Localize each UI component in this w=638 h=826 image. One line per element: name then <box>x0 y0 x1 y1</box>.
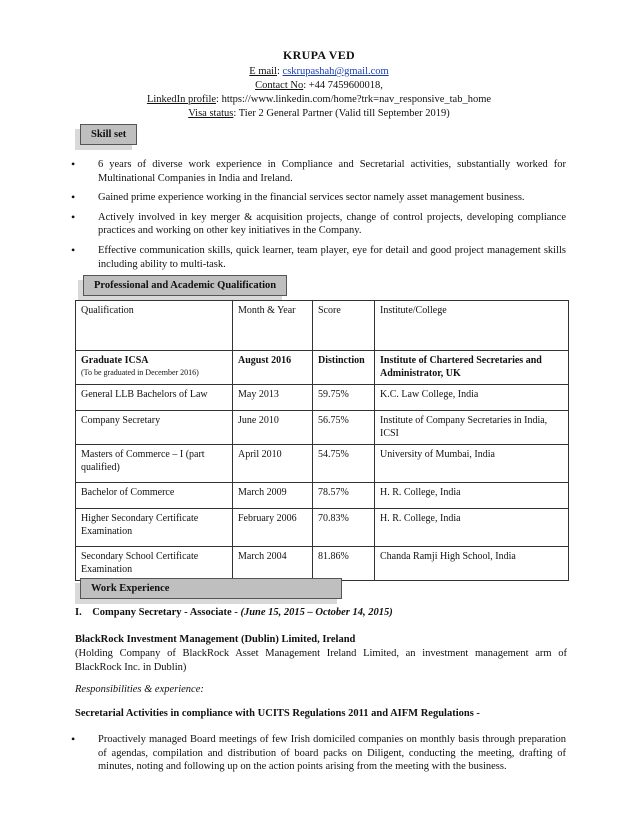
table-cell: H. R. College, India <box>375 483 569 509</box>
table-cell: 81.86% <box>313 547 375 581</box>
table-cell: Chanda Ramji High School, India <box>375 547 569 581</box>
table-row <box>76 445 569 483</box>
table-cell: K.C. Law College, India <box>375 385 569 411</box>
table-cell: Higher Secondary Certificate Examination <box>76 509 233 547</box>
experience-bullets <box>76 733 566 780</box>
column-header: Qualification <box>76 301 233 351</box>
table-cell: March 2004 <box>233 547 313 581</box>
contact-line: Contact No: +44 7459600018, <box>255 80 383 91</box>
table-cell: April 2010 <box>233 445 313 483</box>
job-title: Company Secretary - Associate <box>92 607 232 618</box>
email-link[interactable]: cskrupashah@gmail.com <box>282 66 389 77</box>
table-cell: 78.57% <box>313 483 375 509</box>
table-row <box>76 411 569 445</box>
table-cell: 70.83% <box>313 509 375 547</box>
column-header: Institute/College <box>375 301 569 351</box>
table-cell: General LLB Bachelors of Law <box>76 385 233 411</box>
linkedin-label: LinkedIn profile <box>146 94 217 105</box>
table-cell: February 2006 <box>233 509 313 547</box>
job-number: I. <box>75 607 82 618</box>
experience-heading: Work Experience <box>80 578 342 599</box>
email-line: E mail: cskrupashah@gmail.com <box>249 66 389 77</box>
job-heading: I. Company Secretary - Associate - (June 15, 2015 – October 14, 2015) <box>75 607 393 618</box>
table-cell: May 2013 <box>233 385 313 411</box>
activities-heading: Secretarial Activities in compliance with UCITS Regulations 2011 and AIFM Regulations - <box>75 708 480 719</box>
responsibilities-heading: Responsibilities & experience: <box>75 684 204 695</box>
column-header: Month & Year <box>233 301 313 351</box>
table-header-row <box>76 301 569 351</box>
candidate-name: KRUPA VED <box>283 48 355 62</box>
experience-item: • Proactively managed Board meetings of few Irish domiciled companies on monthly basis through preparation of agendas, compilation and distribution of board packs on Diligent, conducting the meeting, drafting of minutes, noting and following up on the action points arising from the meeting with the business. <box>76 733 566 774</box>
skillset-heading: Skill set <box>80 124 137 145</box>
table-row <box>76 351 569 385</box>
table-cell: 54.75% <box>313 445 375 483</box>
table-cell: Distinction <box>313 351 375 385</box>
contact-label: Contact No <box>255 80 304 91</box>
employer-name: BlackRock Investment Management (Dublin) Limited, Ireland <box>75 634 356 645</box>
linkedin-value[interactable]: https://www.linkedin.com/home?trk=nav_responsive_tab_home <box>221 94 492 105</box>
skillset-list <box>76 158 566 277</box>
table-row <box>76 509 569 547</box>
qualification-heading: Professional and Academic Qualification <box>83 275 287 296</box>
skill-item: • Gained prime experience working in the financial services sector namely asset management business. <box>76 191 566 205</box>
table-cell: 56.75% <box>313 411 375 445</box>
table-cell: Bachelor of Commerce <box>76 483 233 509</box>
table-cell: Masters of Commerce – I (part qualified) <box>76 445 233 483</box>
email-label: E mail <box>249 66 277 77</box>
visa-line: Visa status: Tier 2 General Partner (Valid till September 2019) <box>188 108 450 119</box>
linkedin-line: LinkedIn profile: https://www.linkedin.com/home?trk=nav_responsive_tab_home <box>146 94 492 105</box>
table-cell: H. R. College, India <box>375 509 569 547</box>
table-row <box>76 385 569 411</box>
table-cell: March 2009 <box>233 483 313 509</box>
table-row <box>76 483 569 509</box>
table-cell: June 2010 <box>233 411 313 445</box>
skill-item: • Actively involved in key merger & acquisition projects, change of control projects, developing compliance practices and working on other key initiatives in the Company. <box>76 211 566 238</box>
table-cell: Graduate ICSA (To be graduated in December 2016) <box>76 351 233 385</box>
table-cell: Secondary School Certificate Examination <box>76 547 233 581</box>
column-header: Score <box>313 301 375 351</box>
table-cell: Institute of Company Secretaries in India, ICSI <box>375 411 569 445</box>
table-cell: August 2016 <box>233 351 313 385</box>
skill-item: • Effective communication skills, quick learner, team player, eye for detail and good project management skills including ability to multi-task. <box>76 244 566 271</box>
employer-description: (Holding Company of BlackRock Asset Management Ireland Limited, an investment management arm of BlackRock Inc. in Dublin) <box>75 648 567 673</box>
table-cell: 59.75% <box>313 385 375 411</box>
job-period: (June 15, 2015 – October 14, 2015) <box>240 607 393 618</box>
visa-label: Visa status <box>188 108 234 119</box>
table-cell: Institute of Chartered Secretaries and Administrator, UK <box>375 351 569 385</box>
visa-value: Tier 2 General Partner (Valid till September 2019) <box>238 108 450 119</box>
skill-item: • 6 years of diverse work experience in Compliance and Secretarial activities, substantially worked for Multinational Companies in India and Ireland. <box>76 158 566 185</box>
table-cell: Company Secretary <box>76 411 233 445</box>
table-cell: University of Mumbai, India <box>375 445 569 483</box>
table-row <box>76 547 569 581</box>
qualification-table <box>75 300 569 581</box>
qualification-note: (To be graduated in December 2016) <box>81 368 199 377</box>
contact-value: +44 7459600018, <box>308 80 383 91</box>
